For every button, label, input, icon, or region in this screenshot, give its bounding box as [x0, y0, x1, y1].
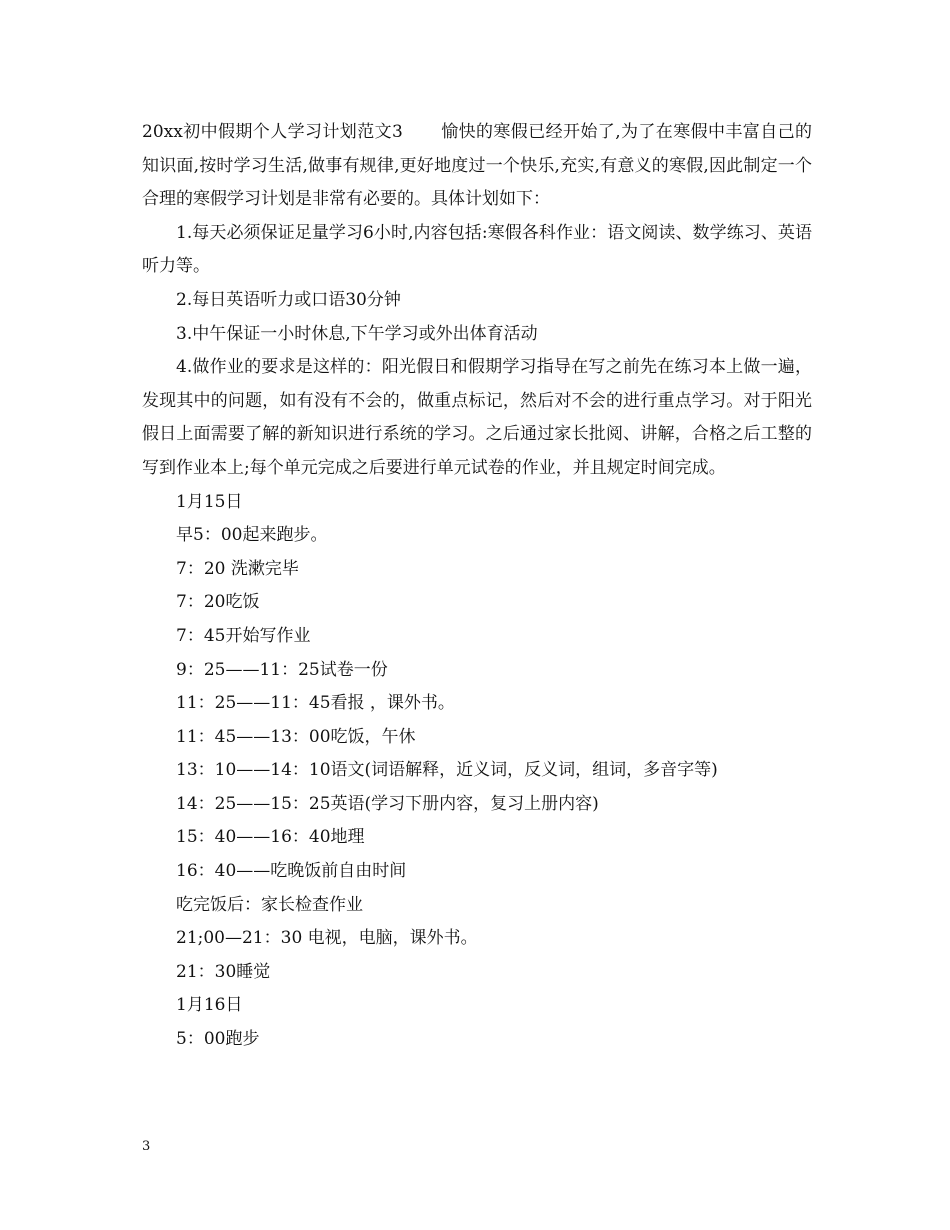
schedule-date-2: 1月16日: [176, 995, 243, 1016]
intro-text: 愉快的寒假已经开始了,为了在寒假中丰富自己的知识面,按时学习生活,做事有规律,更好地度过一个快乐,充实,有意义的寒假,因此制定一个合理的寒假学习计划是非常有必要的。具体计划如下：: [142, 122, 812, 210]
schedule-line: 7：20吃饭: [176, 592, 260, 613]
intro-paragraph: [142, 116, 812, 217]
document-title: 20xx初中假期个人学习计划范文3: [142, 122, 403, 142]
schedule-line: 15：40——16：40地理: [176, 827, 365, 848]
schedule-line: 11：25——11：45看报 ，课外书。: [176, 693, 455, 714]
schedule-line: 9：25——11：25试卷一份: [176, 659, 388, 680]
schedule-date-1: 1月15日: [176, 491, 243, 512]
plan-item-1: 1.每天必须保证足量学习6小时,内容包括:寒假各科作业：语文阅读、数学练习、英语听力等。: [142, 222, 812, 277]
plan-item-2: 2.每日英语听力或口语30分钟: [176, 289, 401, 310]
schedule-line: 13：10——14：10语文(词语解释，近义词，反义词，组词，多音字等): [176, 760, 718, 781]
schedule-line: 21;00—21：30 电视，电脑，课外书。: [176, 928, 478, 949]
page-number: 3: [142, 1139, 151, 1154]
schedule-line: 16：40——吃晚饭前自由时间: [176, 861, 407, 882]
schedule-line: 早5：00起来跑步。: [176, 525, 328, 546]
schedule-line: 7：45开始写作业: [176, 625, 311, 646]
schedule-line: 7：20 洗漱完毕: [176, 558, 299, 579]
plan-item-3: 3.中午保证一小时休息,下午学习或外出体育活动: [176, 323, 538, 344]
schedule-line: 5：00跑步: [176, 1029, 260, 1050]
schedule-line: 吃完饭后：家长检查作业: [176, 894, 363, 915]
plan-item-4: 4.做作业的要求是这样的：阳光假日和假期学习指导在写之前先在练习本上做一遍，发现其中的问题，如有没有不会的，做重点标记，然后对不会的进行重点学习。对于阳光假日上面需要了解的新知识进行系统的学习。之后通过家长批阅、讲解，合格之后工整的写到作业本上;每个单元完成之后要进行单元试卷的作业，并且规定时间完成。: [142, 357, 812, 478]
schedule-line: 21：30睡觉: [176, 961, 271, 982]
document-body: [142, 116, 812, 1057]
schedule-line: 14：25——15：25英语(学习下册内容，复习上册内容): [176, 793, 599, 814]
schedule-line: 11：45——13：00吃饭，午休: [176, 726, 416, 747]
